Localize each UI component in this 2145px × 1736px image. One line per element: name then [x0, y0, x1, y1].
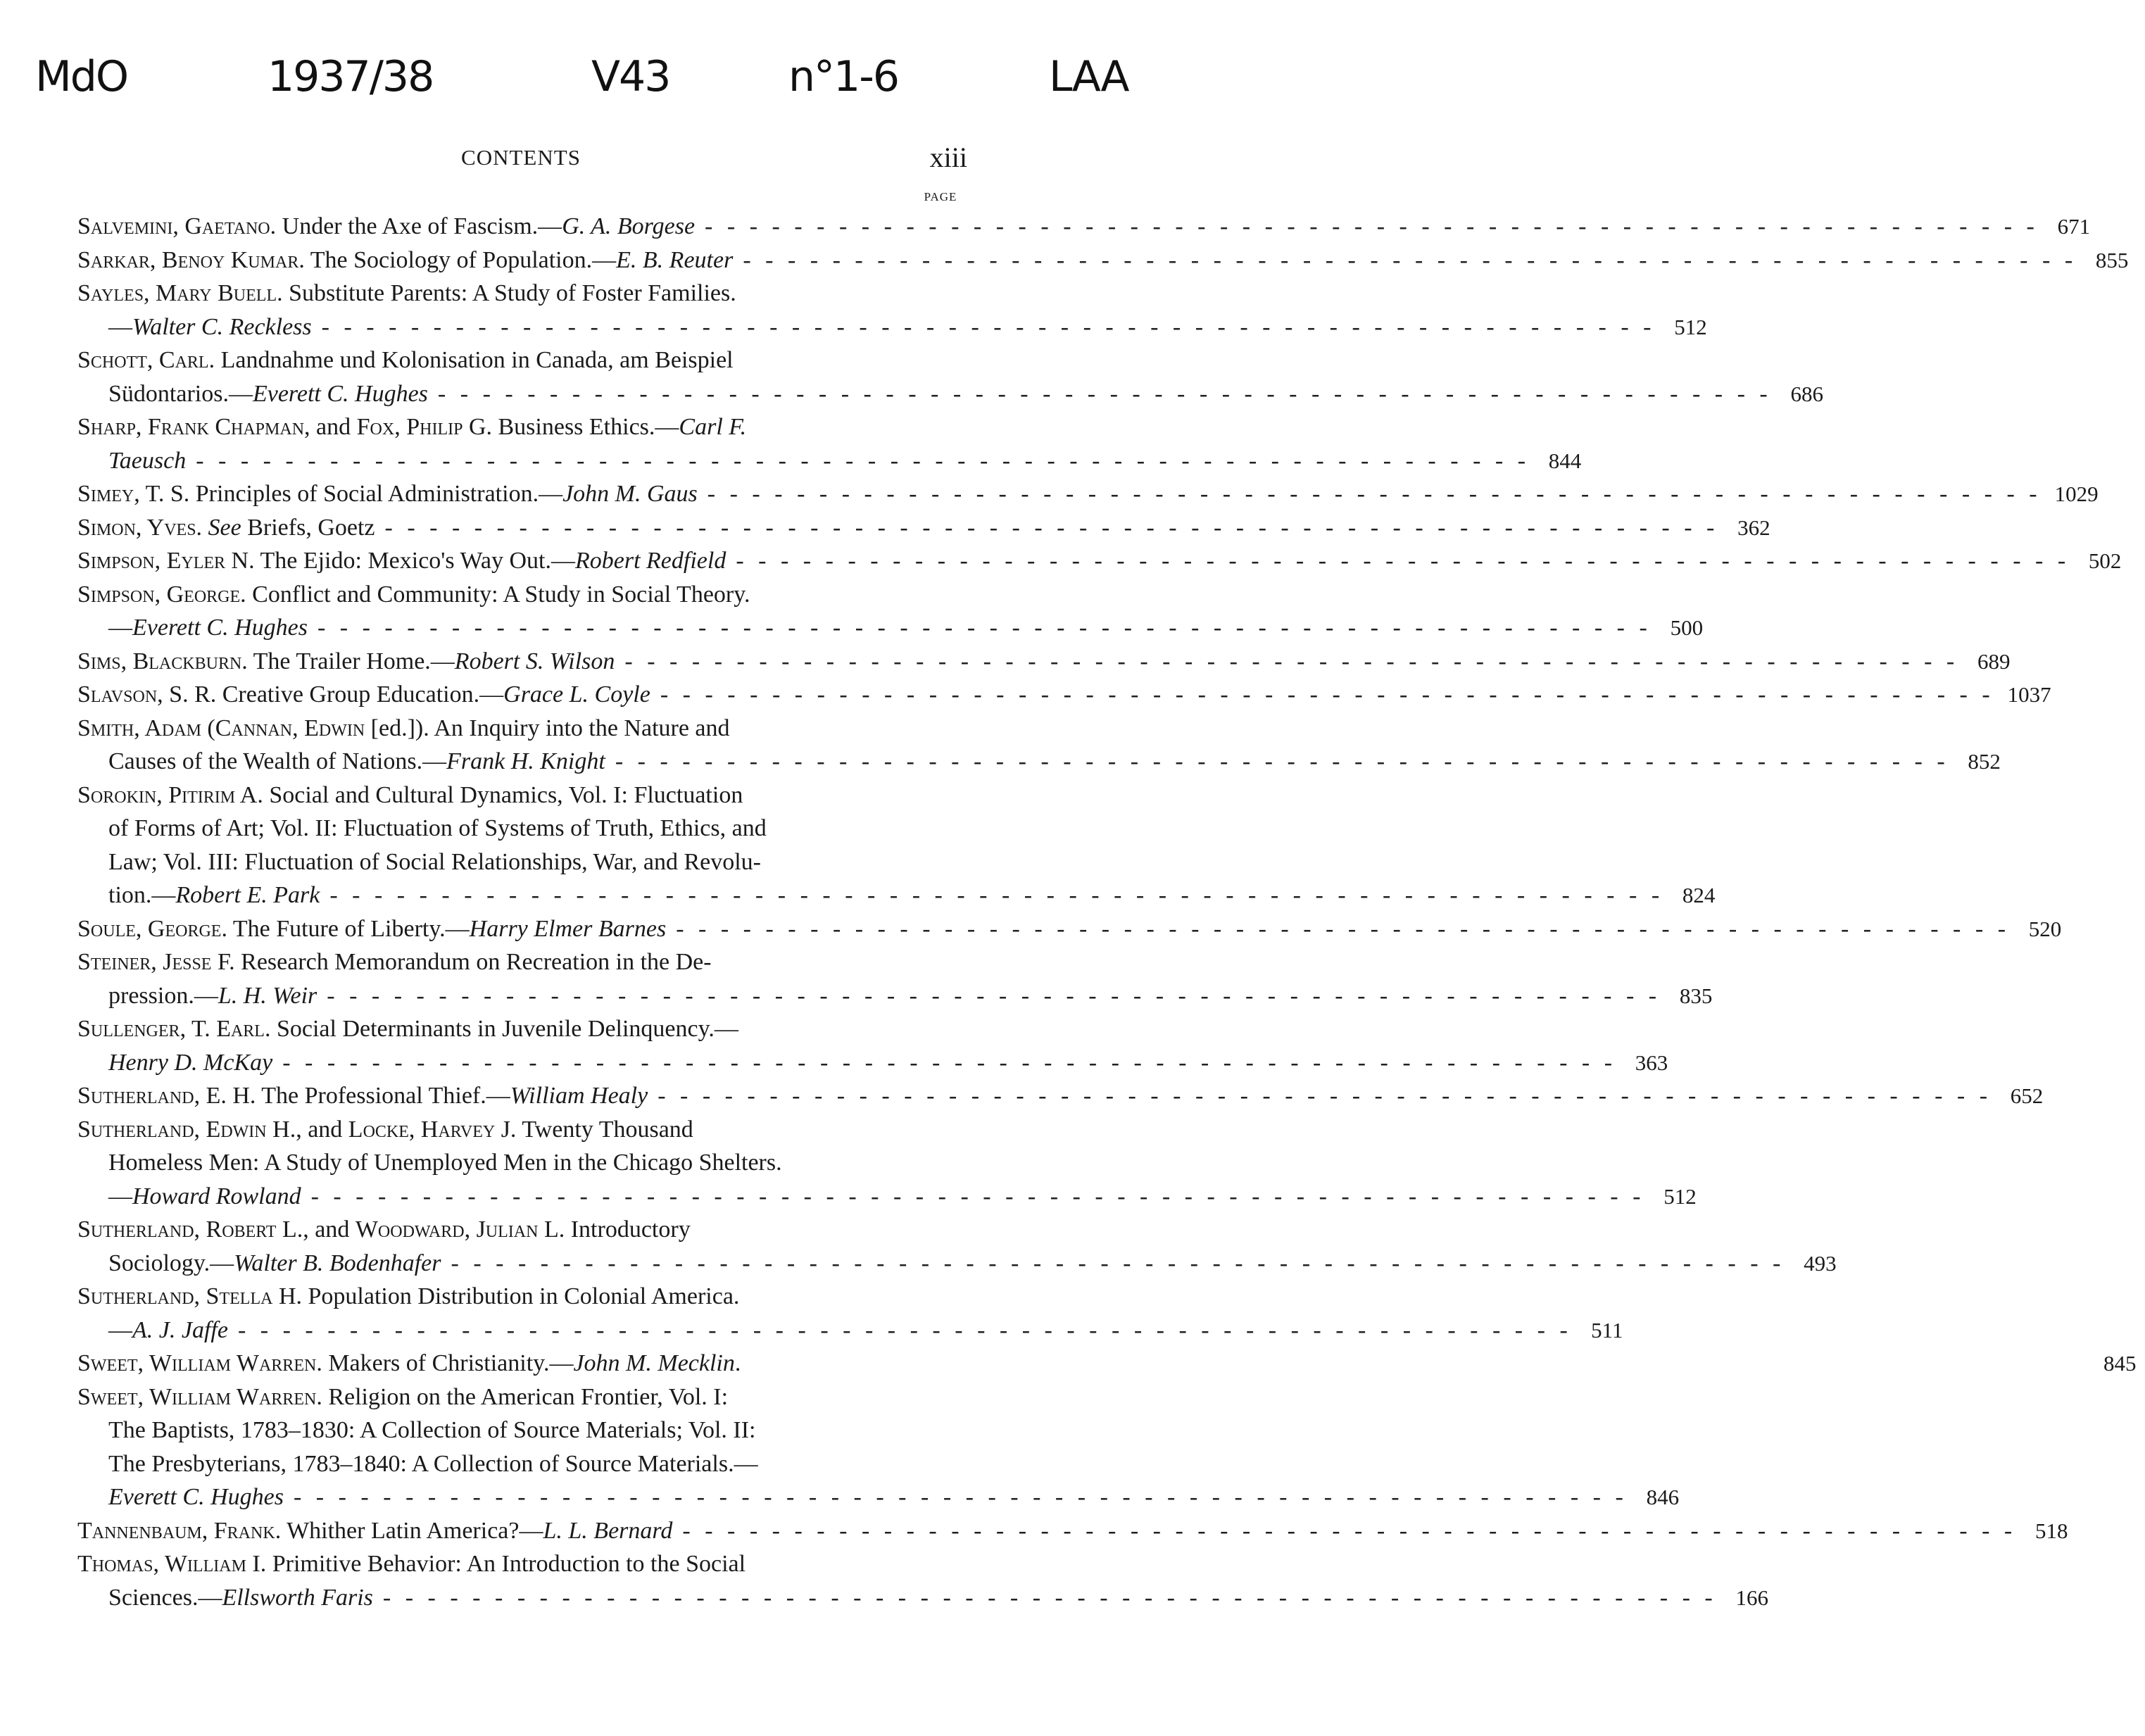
entry-text: Sciences.—Ellsworth Faris — [108, 1584, 373, 1611]
contents-entry — [77, 344, 1824, 410]
entry-text: Simey, T. S. Principles of Social Administration.—John M. Gaus — [77, 481, 698, 507]
entry-line — [77, 879, 1716, 912]
entry-text: Homeless Men: A Study of Unemployed Men in the Chicago Shelters. — [108, 1150, 782, 1176]
dot-leader — [238, 1314, 1572, 1347]
contents-entry — [77, 1514, 2068, 1548]
entry-text: Simpson, George. Conflict and Community: A Study in Social Theory. — [77, 581, 750, 608]
entry-page-number: 852 — [1968, 749, 2001, 774]
entry-page-number: 500 — [1670, 615, 1704, 640]
entry-text: Schott, Carl. Landnahme und Kolonisation in Canada, am Beispiel — [77, 347, 734, 373]
entry-line — [77, 1514, 2068, 1548]
contents-entry — [77, 410, 1582, 477]
dot-leader — [705, 210, 2039, 244]
entry-text: Sorokin, Pitirim A. Social and Cultural Dynamics, Vol. I: Fluctuation — [77, 781, 743, 808]
contents-entry — [77, 511, 1770, 545]
page-column-label: PAGE — [924, 190, 957, 203]
entry-line — [77, 1414, 966, 1447]
entry-page-number: 362 — [1737, 515, 1770, 540]
entry-line — [77, 477, 2099, 511]
entry-page-number: 1037 — [2007, 682, 2051, 707]
entry-page-number: 520 — [2028, 916, 2062, 941]
entry-text: Sutherland, Edwin H., and Locke, Harvey J. Twenty Thousand — [77, 1116, 693, 1143]
entry-line — [77, 1079, 2044, 1113]
entry-text: tion.—Robert E. Park — [108, 882, 320, 908]
dot-leader — [311, 1180, 1645, 1214]
entry-text: Simpson, Eyler N. The Ejido: Mexico's Way Out.—Robert Redfield — [77, 548, 726, 574]
entry-page-number: 689 — [1977, 648, 2011, 674]
contents-list — [77, 210, 2137, 1614]
entry-text: Henry D. McKay — [108, 1049, 273, 1076]
entry-line — [77, 1314, 1623, 1347]
entry-line — [77, 611, 1704, 645]
entry-page-number: 166 — [1735, 1585, 1768, 1610]
contents-entry — [77, 544, 2122, 578]
entry-line — [77, 544, 2122, 578]
entry-text: of Forms of Art; Vol. II: Fluctuation of Systems of Truth, Ethics, and — [108, 815, 767, 841]
entry-text: Taeusch — [108, 447, 187, 474]
entry-page-number: 835 — [1679, 983, 1713, 1008]
entry-line — [77, 1480, 1680, 1514]
contents-entry — [77, 1079, 2044, 1113]
entry-line — [77, 210, 2091, 244]
contents-entry — [77, 945, 1713, 1012]
entry-line — [77, 344, 966, 377]
entry-page-number: 845 — [2103, 1351, 2137, 1376]
contents-entry — [77, 1012, 1668, 1079]
dot-leader — [658, 1079, 1992, 1113]
entry-page-number: 1029 — [2054, 482, 2099, 506]
entry-line — [77, 410, 966, 444]
entry-text: Sweet, William Warren. Religion on the American Frontier, Vol. I: — [77, 1383, 729, 1410]
entry-line — [77, 444, 1582, 478]
entry-text: Steiner, Jesse F. Research Memorandum on Recreation in the De- — [77, 949, 712, 975]
dot-leader — [451, 1247, 1785, 1281]
entry-line — [77, 578, 966, 612]
contents-entry — [77, 1213, 1837, 1280]
entry-page-number: 518 — [2034, 1518, 2068, 1543]
entry-text: Slavson, S. R. Creative Group Education.—Grace L. Coyle — [77, 681, 650, 707]
entry-text: Smith, Adam (Cannan, Edwin [ed.]). An Inquiry into the Nature and — [77, 715, 730, 741]
entry-page-number: 686 — [1790, 381, 1824, 406]
entry-line — [77, 1180, 1697, 1214]
entry-line — [77, 277, 966, 310]
entry-line — [77, 1280, 966, 1314]
entry-line — [77, 377, 1824, 411]
entry-text: —Howard Rowland — [108, 1183, 301, 1209]
entry-page-number: 493 — [1804, 1250, 1837, 1276]
entry-text: Sullenger, T. Earl. Social Determinants in Juvenile Delinquency.— — [77, 1016, 738, 1042]
dot-leader — [743, 244, 2077, 277]
contents-entry — [77, 645, 2011, 679]
contents-entry — [77, 1380, 1680, 1514]
entry-line — [77, 945, 966, 979]
entry-page-number: 855 — [2095, 247, 2129, 272]
entry-text: —Walter C. Reckless — [108, 313, 312, 340]
entry-text: Law; Vol. III: Fluctuation of Social Relationships, War, and Revolu- — [108, 848, 761, 875]
entry-text: Sutherland, E. H. The Professional Thief.—William Healy — [77, 1083, 648, 1109]
entry-page-number: 512 — [1674, 314, 1707, 339]
contents-entry — [77, 678, 2051, 712]
page-number: xiii — [929, 141, 967, 173]
handwritten-annotation: V43 — [591, 52, 670, 101]
contents-entry — [77, 578, 1704, 645]
entry-text: Sharp, Frank Chapman, and Fox, Philip G. Business Ethics.—Carl F. — [77, 414, 747, 440]
dot-leader — [329, 879, 1663, 912]
handwritten-annotation: MdO — [35, 52, 128, 101]
contents-entry — [77, 912, 2062, 946]
entry-line — [77, 812, 966, 845]
entry-line — [77, 845, 966, 879]
entry-page-number: 512 — [1663, 1183, 1697, 1209]
entry-line — [77, 244, 2129, 277]
page-title: CONTENTS — [461, 145, 581, 170]
contents-entry — [77, 1113, 1697, 1214]
contents-entry — [77, 712, 2001, 779]
entry-text: pression.—L. H. Weir — [108, 982, 317, 1009]
entry-line — [77, 1113, 966, 1147]
dot-leader — [383, 1581, 1717, 1615]
dot-leader — [294, 1480, 1628, 1514]
dot-leader — [385, 511, 1719, 545]
entry-line — [77, 1447, 966, 1481]
handwritten-annotation: LAA — [1049, 52, 1128, 101]
entry-page-number: 363 — [1635, 1050, 1668, 1075]
contents-entry — [77, 1547, 1768, 1614]
contents-entry — [77, 779, 1716, 912]
dot-leader — [707, 477, 2042, 511]
entry-text: Sims, Blackburn. The Trailer Home.—Robert S. Wilson — [77, 648, 615, 674]
dot-leader — [736, 544, 2070, 578]
entry-line — [77, 310, 1707, 344]
entry-line — [77, 1213, 966, 1247]
dot-leader — [438, 377, 1772, 411]
dot-leader — [615, 745, 1949, 779]
entry-text: Sayles, Mary Buell. Substitute Parents: A Study of Foster Families. — [77, 280, 736, 306]
handwritten-annotation: n°1-6 — [788, 52, 899, 101]
entry-line — [77, 1146, 966, 1180]
entry-line — [77, 912, 2062, 946]
entry-line — [77, 1247, 1837, 1281]
entry-line — [77, 745, 2001, 779]
entry-text: Sutherland, Robert L., and Woodward, Julian L. Introductory — [77, 1216, 691, 1243]
entry-line — [77, 1012, 966, 1046]
handwritten-annotation: 1937/38 — [268, 52, 434, 101]
entry-page-number: 824 — [1682, 883, 1716, 907]
entry-text: Simon, Yves. See Briefs, Goetz — [77, 514, 375, 541]
contents-entry — [77, 244, 2129, 277]
contents-entry — [77, 477, 2099, 511]
dot-leader — [282, 1046, 1616, 1080]
entry-text: Tannenbaum, Frank. Whither Latin America?—L. L. Bernard — [77, 1517, 673, 1544]
entry-line — [77, 1046, 1668, 1080]
entry-page-number: 502 — [2088, 548, 2122, 573]
dot-leader — [196, 444, 1530, 478]
entry-page-number: 844 — [1548, 448, 1582, 473]
entry-line — [77, 1347, 2137, 1380]
entry-line — [77, 1547, 966, 1581]
entry-page-number: 511 — [1591, 1317, 1623, 1342]
dot-leader — [317, 611, 1652, 645]
dot-leader — [660, 678, 1994, 712]
entry-line — [77, 979, 1713, 1013]
entry-text: Thomas, William I. Primitive Behavior: An Introduction to the Social — [77, 1551, 746, 1577]
contents-entry — [77, 1347, 2137, 1380]
entry-page-number: 671 — [2057, 214, 2091, 239]
dot-leader — [322, 310, 1656, 344]
entry-text: The Baptists, 1783–1830: A Collection of Source Materials; Vol. II: — [108, 1417, 756, 1443]
dot-leader — [327, 979, 1661, 1013]
contents-entry — [77, 210, 2091, 244]
dot-leader — [624, 645, 1958, 679]
entry-line — [77, 1380, 966, 1414]
entry-line — [77, 678, 2051, 712]
entry-text: Sweet, William Warren. Makers of Christianity.—John M. Mecklin. — [77, 1350, 741, 1376]
contents-entry — [77, 1280, 1623, 1347]
entry-line — [77, 779, 966, 812]
entry-text: —Everett C. Hughes — [108, 615, 308, 641]
entry-text: Causes of the Wealth of Nations.—Frank H. Knight — [108, 748, 605, 774]
entry-text: Salvemini, Gaetano. Under the Axe of Fascism.—G. A. Borgese — [77, 213, 696, 239]
entry-text: Sarkar, Benoy Kumar. The Sociology of Population.—E. B. Reuter — [77, 246, 734, 273]
entry-page-number: 652 — [2010, 1083, 2044, 1108]
entry-line — [77, 1581, 1768, 1615]
entry-text: Everett C. Hughes — [108, 1484, 284, 1510]
entry-line — [77, 645, 2011, 679]
entry-text: The Presbyterians, 1783–1840: A Collection of Source Materials.— — [108, 1450, 758, 1477]
entry-page-number: 846 — [1646, 1485, 1680, 1509]
dot-leader — [676, 912, 2010, 946]
entry-text: Südontarios.—Everett C. Hughes — [108, 380, 428, 407]
contents-entry — [77, 277, 1707, 344]
running-head — [77, 141, 967, 179]
dot-leader — [682, 1514, 2016, 1548]
entry-line — [77, 712, 966, 746]
entry-text: Soule, George. The Future of Liberty.—Harry Elmer Barnes — [77, 915, 667, 942]
entry-text: Sutherland, Stella H. Population Distribution in Colonial America. — [77, 1283, 740, 1309]
entry-text: Sociology.—Walter B. Bodenhafer — [108, 1250, 441, 1276]
entry-line — [77, 511, 1770, 545]
entry-text: —A. J. Jaffe — [108, 1316, 228, 1343]
